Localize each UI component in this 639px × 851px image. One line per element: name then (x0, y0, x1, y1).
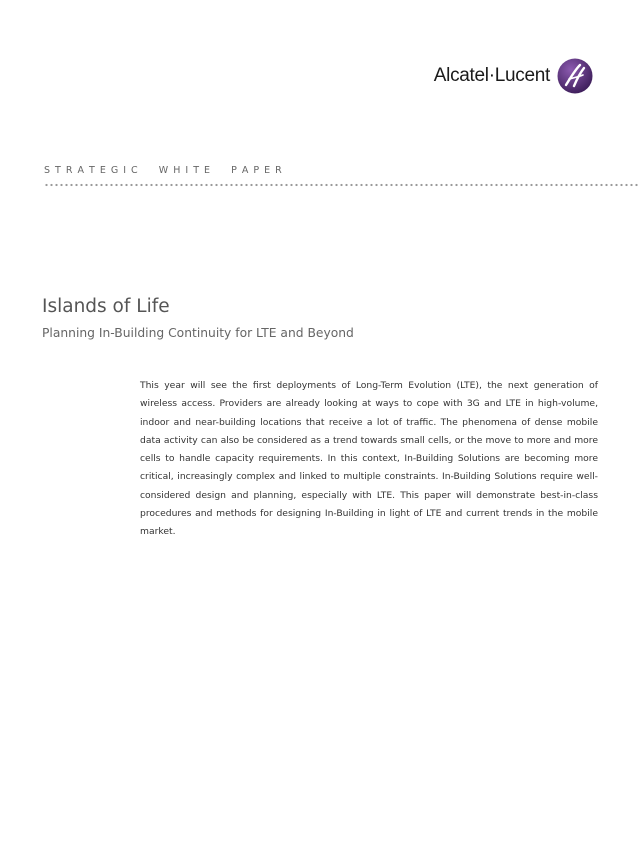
company-logo (434, 58, 593, 94)
page-title: Islands of Life (42, 296, 170, 317)
dotted-divider (44, 183, 639, 187)
document-series-label: S T R A T E G I C W H I T E P A P E R (44, 165, 283, 176)
page-subtitle: Planning In-Building Continuity for LTE and Beyond (42, 326, 354, 340)
logo-wordmark: Alcatel·Lucent (433, 65, 550, 86)
alcatel-lucent-a-mark-icon (557, 58, 593, 94)
abstract-paragraph: This year will see the first deployments of Long-Term Evolution (LTE), the next generation of wireless access. Providers are already looking at ways to cope with 3G and LTE in high-volume, indoor and near-building locations that receive a lot of traffic. The phenomena of dense mobile data activity can also be considered as a trend towards small cells, or the move to more and more cells to handle capacity requirements. In this context, In-Building Solutions are becoming more critical, increasingly complex and linked to multiple constraints. In-Building Solutions require well-considered design and planning, especially with LTE. This paper will demonstrate best-in-class procedures and methods for designing In-Building in light of LTE and current trends in the mobile market. (140, 380, 598, 538)
